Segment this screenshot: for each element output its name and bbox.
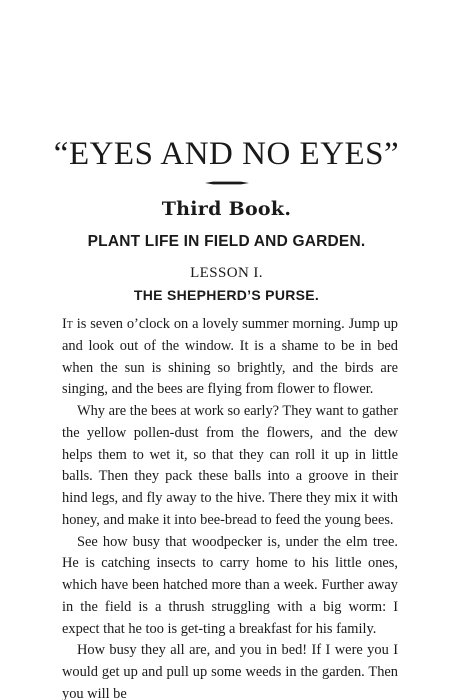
book-section-subtitle: PLANT LIFE IN FIELD AND GARDEN. xyxy=(87,233,366,250)
paragraph-4: How busy they all are, and you in bed! If I were you I would get up and pull up some weeds in the garden. Then you will be xyxy=(62,642,398,700)
paragraph-2: Why are the bees at work so early? They want to gather the yellow pollen-dust from the flowers, and the dew helps them to wet it, so that they can roll it up in little balls. Then they pack these balls into a groove in their hind legs, and fly away to the hive. There they mix it with honey, and make it into bee-bread to feed the young bees. xyxy=(62,403,398,528)
paragraph-3: See how busy that woodpecker is, under the elm tree. He is catching insects to carry home to his little ones, which have been hatched more than a week. Further away in the field is a thrush struggling with a big worm: I expect that he too is get-ting a breakfast for his family. xyxy=(62,533,398,637)
book-section-title: Third Book. xyxy=(161,198,292,220)
book-main-title: “EYES AND NO EYES” xyxy=(53,136,400,172)
paragraph-1-text: is seven o’clock on a lovely summer morning. Jump up and look out of the window. It is a shame to be in bed when the sun is shining so brightly, and the birds are singing, and the bees are flying from flower to flower. xyxy=(62,316,398,398)
lesson-body xyxy=(62,314,398,700)
lesson-number: LESSON I. xyxy=(190,265,263,281)
drop-word: It xyxy=(62,316,73,332)
title-ornament-rule xyxy=(205,180,249,186)
paragraph-1 xyxy=(62,314,398,401)
lesson-title: THE SHEPHERD’S PURSE. xyxy=(133,287,320,303)
